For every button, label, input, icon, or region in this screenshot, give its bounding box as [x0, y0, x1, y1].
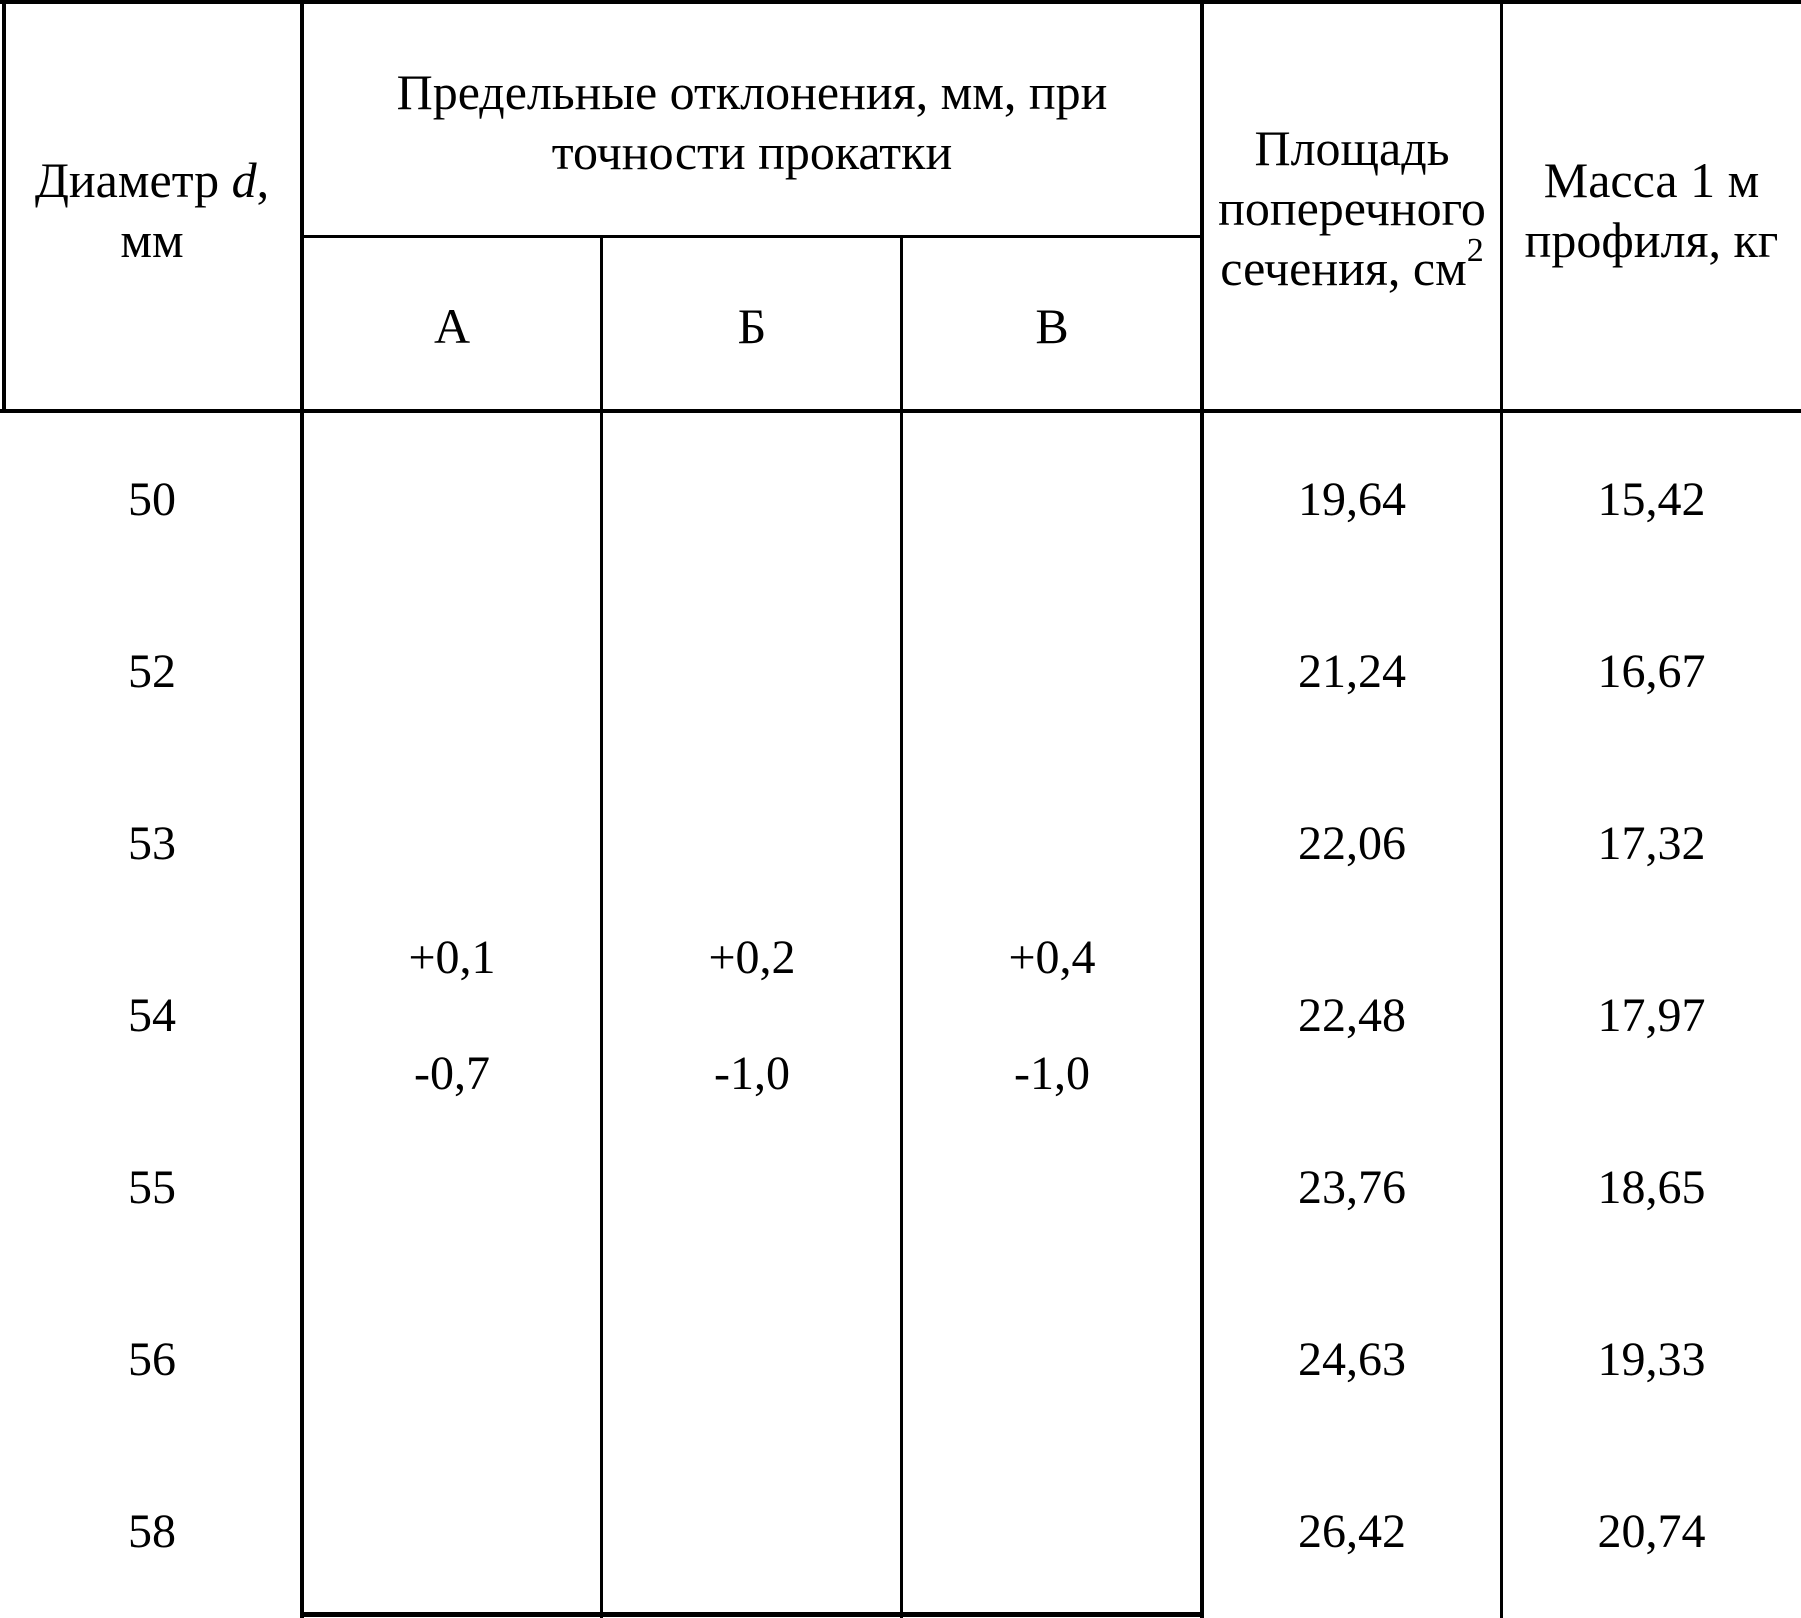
- diameter-symbol: d: [231, 152, 257, 208]
- cell-area: 19,64: [1298, 473, 1406, 526]
- header-area-line3: сечения, $см^2$: [1220, 232, 1484, 296]
- divider-3: [900, 236, 903, 1618]
- cell-mass: 18,65: [1597, 1161, 1706, 1214]
- cell-mass: 19,33: [1597, 1333, 1706, 1386]
- header-diameter: [4, 150, 300, 270]
- header-area: [1202, 118, 1502, 298]
- area-unit-superscript: 2: [1466, 232, 1484, 270]
- deviation-a-plus: +0,1: [408, 931, 496, 984]
- header-deviations: [302, 62, 1202, 182]
- deviation-b-plus: +0,2: [708, 931, 796, 984]
- cell-diameter: 54: [128, 989, 176, 1042]
- cell-area: 24,63: [1298, 1333, 1406, 1386]
- cell-diameter: 56: [128, 1333, 176, 1386]
- divider-1: [300, 0, 304, 1618]
- subheader-v: В: [1035, 298, 1069, 354]
- header-diameter-line2: мм: [120, 212, 184, 268]
- header-area-line2: поперечного: [1218, 180, 1486, 236]
- cell-area: 22,48: [1298, 989, 1406, 1042]
- cell-mass: 15,42: [1597, 473, 1706, 526]
- subheader-a: А: [433, 298, 471, 354]
- cell-diameter: 53: [128, 817, 176, 870]
- border-top: [0, 0, 1801, 4]
- cell-diameter: 58: [128, 1505, 176, 1558]
- subheader-rule: [302, 235, 1202, 238]
- deviation-v-minus: -1,0: [1014, 1047, 1090, 1100]
- cell-area: 26,42: [1298, 1505, 1406, 1558]
- header-diameter-line1: Диаметр d,: [34, 152, 270, 208]
- subheader-b: Б: [737, 298, 767, 354]
- header-rule: [0, 409, 1801, 413]
- header-mass-line2: профиля, кг: [1524, 212, 1779, 268]
- cell-diameter: 52: [128, 645, 176, 698]
- cell-mass: 17,32: [1597, 817, 1706, 870]
- header-mass: [1502, 150, 1801, 270]
- deviation-a-minus: -0,7: [414, 1047, 490, 1100]
- cell-diameter: 55: [128, 1161, 176, 1214]
- cell-area: 23,76: [1298, 1161, 1406, 1214]
- header-area-line1: Площадь: [1254, 120, 1450, 176]
- cell-diameter: 50: [128, 473, 176, 526]
- bottom-rule-middle: [302, 1612, 1202, 1617]
- header-deviations-line2: точности прокатки: [551, 124, 953, 180]
- divider-2: [600, 236, 603, 1618]
- header-mass-line1: Масса 1 м: [1543, 152, 1760, 208]
- cell-mass: 17,97: [1597, 989, 1706, 1042]
- header-deviations-line1: Предельные отклонения, мм, при: [396, 64, 1108, 120]
- cell-area: 22,06: [1298, 817, 1406, 870]
- cell-mass: 16,67: [1597, 645, 1706, 698]
- deviation-v-plus: +0,4: [1008, 931, 1096, 984]
- deviation-b-minus: -1,0: [714, 1047, 790, 1100]
- cell-area: 21,24: [1298, 645, 1406, 698]
- cell-mass: 20,74: [1597, 1505, 1706, 1558]
